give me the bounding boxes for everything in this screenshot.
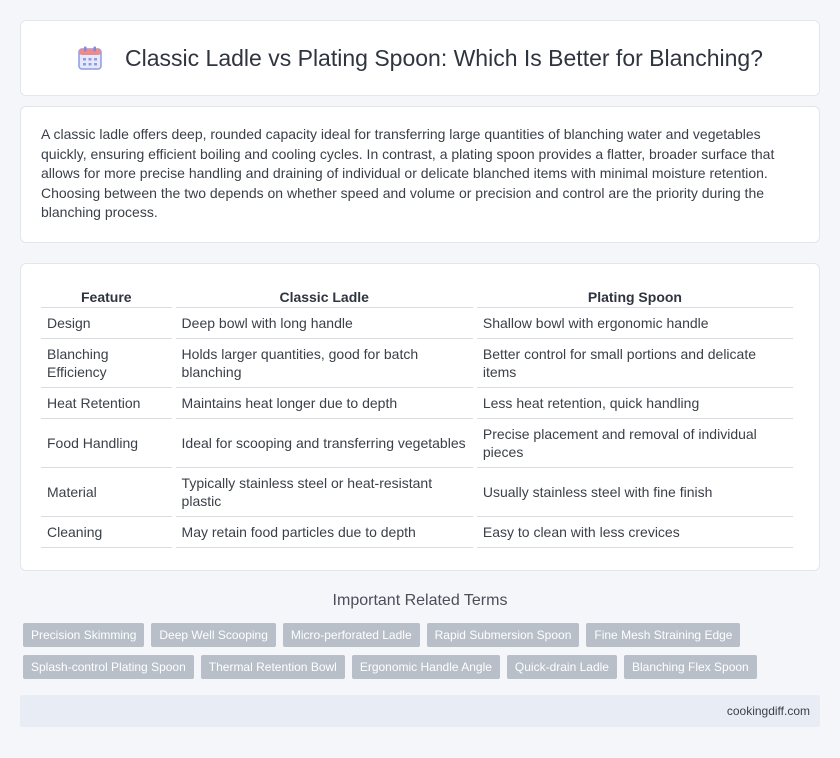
tag-link[interactable]: Quick-drain Ladle <box>507 655 617 679</box>
tag-link[interactable]: Precision Skimming <box>23 623 144 647</box>
table-cell: Holds larger quantities, good for batch blanching <box>176 339 473 388</box>
table-cell: Cleaning <box>41 517 172 548</box>
table-row <box>41 308 793 339</box>
related-terms-title: Important Related Terms <box>332 592 508 609</box>
table-header-row <box>41 284 793 308</box>
table-cell: Maintains heat longer due to depth <box>176 388 473 419</box>
table-cell: Usually stainless steel with fine finish <box>477 468 793 517</box>
table-cell: Better control for small portions and delicate items <box>477 339 793 388</box>
tag-link[interactable]: Fine Mesh Straining Edge <box>586 623 740 647</box>
table-cell: Food Handling <box>41 419 172 468</box>
table-cell: Heat Retention <box>41 388 172 419</box>
table-cell: Deep bowl with long handle <box>176 308 473 339</box>
table-row <box>41 419 793 468</box>
table-cell: Precise placement and removal of individual pieces <box>477 419 793 468</box>
tag-link[interactable]: Blanching Flex Spoon <box>624 655 757 679</box>
tag-link[interactable]: Micro-perforated Ladle <box>283 623 420 647</box>
table-row <box>41 339 793 388</box>
header-classic-ladle: Classic Ladle <box>176 284 473 308</box>
table-cell: Easy to clean with less crevices <box>477 517 793 548</box>
table-cell: May retain food particles due to depth <box>176 517 473 548</box>
table-cell: Material <box>41 468 172 517</box>
footer <box>20 695 820 727</box>
table-row <box>41 388 793 419</box>
calendar-icon <box>77 45 103 71</box>
page-title: Classic Ladle vs Plating Spoon: Which Is Better for Blanching? <box>125 44 763 71</box>
table-cell: Ideal for scooping and transferring vegetables <box>176 419 473 468</box>
tag-link[interactable]: Deep Well Scooping <box>151 623 276 647</box>
tag-link[interactable]: Thermal Retention Bowl <box>201 655 345 679</box>
table-cell: Blanching Efficiency <box>41 339 172 388</box>
footer-site-link[interactable]: cookingdiff.com <box>726 704 810 718</box>
intro-text: A classic ladle offers deep, rounded capacity ideal for transferring large quantities of blanching water and vegetables quickly, ensuring efficient boiling and cooling cycles. In contrast, a plating spoon provides a flatter, broader surface that allows for more precise handling and draining of individual or delicate blanched items with minimal moisture retention. Choosing between the two depends on whether speed and volume or precision and control are the priority during the blanching process. <box>41 126 775 221</box>
header-plating-spoon: Plating Spoon <box>477 284 793 308</box>
table-row <box>41 468 793 517</box>
header-feature: Feature <box>41 284 172 308</box>
table-row <box>41 517 793 548</box>
related-terms-tags <box>23 623 823 687</box>
table-cell: Shallow bowl with ergonomic handle <box>477 308 793 339</box>
comparison-card <box>20 263 820 571</box>
tag-link[interactable]: Ergonomic Handle Angle <box>352 655 500 679</box>
tag-link[interactable]: Splash-control Plating Spoon <box>23 655 194 679</box>
tag-link[interactable]: Rapid Submersion Spoon <box>427 623 580 647</box>
comparison-table <box>37 284 797 548</box>
table-cell: Less heat retention, quick handling <box>477 388 793 419</box>
intro-card <box>20 106 820 243</box>
table-cell: Typically stainless steel or heat-resistant plastic <box>176 468 473 517</box>
table-cell: Design <box>41 308 172 339</box>
title-card <box>20 20 820 96</box>
